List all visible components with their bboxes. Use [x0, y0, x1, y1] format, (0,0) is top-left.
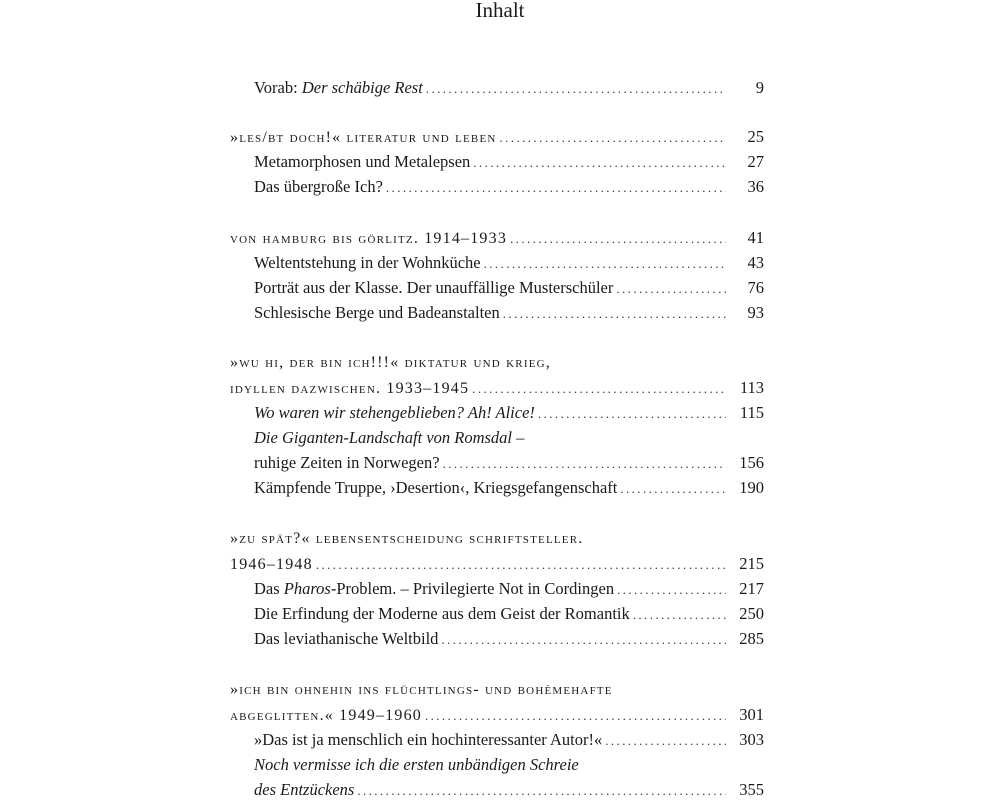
leader-dots [633, 602, 726, 627]
toc-page-number: 250 [739, 604, 764, 623]
leader-dots [357, 778, 726, 803]
toc-page-number: 190 [739, 478, 764, 497]
leader-dots [443, 451, 726, 476]
toc-entry-title: Vorab: [254, 78, 302, 97]
toc-chapter[interactable] [230, 350, 764, 375]
leader-dots [426, 76, 726, 101]
leader-dots [484, 251, 726, 276]
toc-page-number: 303 [739, 730, 764, 749]
toc-entry-title: Das übergroße Ich? [254, 177, 383, 196]
toc-entry[interactable] [254, 149, 764, 174]
toc-entry-title: Wo waren wir stehengeblieben? Ah! Alice! [254, 403, 535, 422]
toc-entry[interactable] [254, 475, 764, 500]
toc-entry-continued[interactable] [254, 777, 764, 802]
toc-entry-title: Das [254, 579, 284, 598]
toc-entry[interactable] [254, 250, 764, 275]
toc-page-number: 93 [747, 303, 764, 322]
leader-dots [316, 552, 726, 577]
toc-entry[interactable] [254, 75, 764, 100]
toc-entry-title-rest: -Problem. – Privilegierte Not in Cordingen [330, 579, 615, 598]
toc-page-number: 285 [739, 629, 764, 648]
toc-entry-title: Kämpfende Truppe, ›Desertion‹, Kriegsgefangenschaft [254, 478, 618, 497]
toc-page-number: 9 [755, 78, 764, 97]
toc-chapter-title: »ich bin ohnehin ins flüchtlings- und bohèmehafte [230, 681, 613, 698]
toc-entry[interactable] [254, 727, 764, 752]
toc-entry-title: Schlesische Berge und Badeanstalten [254, 303, 500, 322]
toc-page-number: 27 [747, 152, 764, 171]
toc-chapter-title: »les/bt doch!« literatur und leben [230, 129, 497, 146]
toc-entry[interactable] [254, 174, 764, 199]
toc-entry-title: »Das ist ja menschlich ein hochinteressanter Autor!« [254, 730, 603, 749]
toc-entry[interactable] [254, 400, 764, 425]
leader-dots [605, 728, 726, 753]
leader-dots [538, 401, 726, 426]
toc-chapter[interactable] [230, 225, 764, 250]
toc-chapter-title: von hamburg bis görlitz. 1914–1933 [230, 230, 508, 247]
toc-chapter[interactable] [230, 124, 764, 149]
toc-entry-title: des Entzückens [254, 780, 355, 799]
toc-entry-title: Noch vermisse ich die ersten unbändigen Schreie [254, 755, 579, 774]
toc-entry[interactable] [254, 300, 764, 325]
toc-page-number: 41 [747, 228, 764, 247]
toc-chapter-title: 1946–1948 [230, 556, 313, 573]
toc-chapter-continued[interactable] [230, 551, 764, 576]
toc-chapter-title: abgeglitten.« 1949–1960 [230, 707, 422, 724]
toc-chapter-title: idyllen dazwischen. 1933–1945 [230, 380, 470, 397]
leader-dots [386, 175, 726, 200]
toc-entry[interactable] [254, 275, 764, 300]
toc-chapter[interactable] [230, 677, 764, 702]
toc-entry-title-italic: Pharos [283, 579, 331, 598]
leader-dots [472, 376, 726, 401]
toc-page-number: 217 [739, 579, 764, 598]
toc-page-number: 215 [739, 554, 764, 573]
toc-page-number: 355 [739, 780, 764, 799]
leader-dots [510, 226, 726, 251]
leader-dots [441, 627, 726, 652]
toc-entry-title: ruhige Zeiten in Norwegen? [254, 453, 440, 472]
toc-entry-title: Die Giganten-Landschaft von Romsdal – [254, 428, 525, 447]
toc-chapter-continued[interactable] [230, 375, 764, 400]
page-title: Inhalt [475, 0, 525, 22]
leader-dots [473, 150, 726, 175]
leader-dots [500, 125, 726, 150]
toc-chapter-title: »zu spät?« lebensentscheidung schriftsteller. [230, 530, 584, 547]
toc-chapter-continued[interactable] [230, 702, 764, 727]
toc-page-number: 25 [747, 127, 764, 146]
leader-dots [616, 276, 726, 301]
toc-page-number: 36 [747, 177, 764, 196]
toc-entry-title-italic: Der schäbige Rest [301, 78, 423, 97]
toc-entry-title: Das leviathanische Weltbild [254, 629, 439, 648]
leader-dots [425, 703, 726, 728]
toc-entry[interactable] [254, 752, 764, 777]
leader-dots [503, 301, 726, 326]
leader-dots [617, 577, 726, 602]
toc-chapter[interactable] [230, 526, 764, 551]
toc-entry-title: Metamorphosen und Metalepsen [254, 152, 471, 171]
toc-page-number: 115 [739, 403, 764, 422]
toc-page-number: 113 [739, 378, 764, 397]
toc-entry-title: Porträt aus der Klasse. Der unauffällige Musterschüler [254, 278, 614, 297]
leader-dots [620, 476, 726, 501]
toc-page-number: 43 [747, 253, 764, 272]
toc-entry-continued[interactable] [254, 450, 764, 475]
toc-chapter-title: »wu hi, der bin ich!!!« diktatur und krieg, [230, 354, 551, 371]
toc-entry[interactable] [254, 425, 764, 450]
toc-page-number: 76 [747, 278, 764, 297]
toc-entry[interactable] [254, 576, 764, 601]
toc-entry-title: Weltentstehung in der Wohnküche [254, 253, 481, 272]
toc-page-number: 156 [739, 453, 764, 472]
toc-entry[interactable] [254, 626, 764, 651]
toc-page-number: 301 [739, 705, 764, 724]
toc-entry[interactable] [254, 601, 764, 626]
toc-entry-title: Die Erfindung der Moderne aus dem Geist der Romantik [254, 604, 630, 623]
